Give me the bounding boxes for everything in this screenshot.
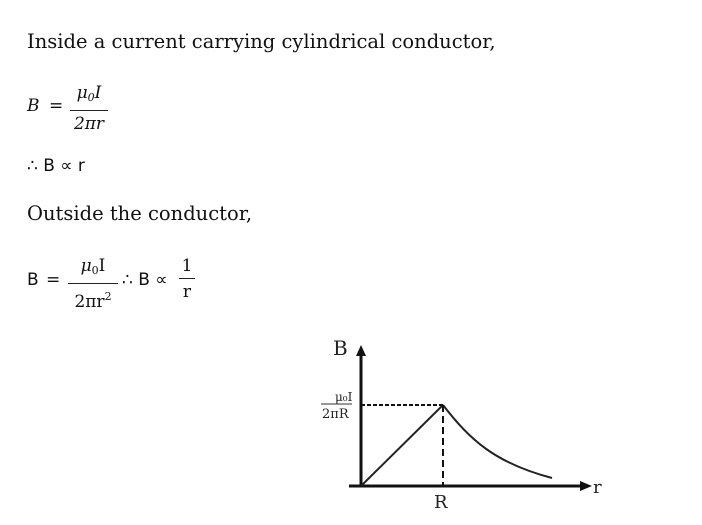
- max-field-tick-denominator: 2πR: [322, 407, 349, 422]
- eq3-equals: =: [46, 270, 61, 290]
- eq3-numerator: $\mu_0I$: [80, 256, 106, 277]
- eq1-lhs: B: [27, 96, 40, 116]
- eq2-proportional: ∴ B ∝ r: [27, 156, 85, 176]
- eq3-inverse-denominator: r: [182, 282, 192, 302]
- y-axis-label: B: [333, 336, 348, 360]
- eq3-lhs: B: [27, 270, 39, 290]
- eq1-numerator: $\mu_0I$: [76, 83, 102, 104]
- heading-outside: Outside the conductor,: [27, 202, 253, 225]
- eq3-denominator: $2\pi r^2$: [74, 290, 112, 312]
- x-axis-label: r: [593, 477, 602, 498]
- eq3-inverse-numerator: 1: [181, 256, 193, 276]
- radius-tick-label: R: [434, 492, 448, 513]
- eq3-therefore: ∴ B ∝: [122, 270, 168, 290]
- max-field-tick-numerator: μ₀I: [335, 390, 353, 404]
- eq1-equals: =: [49, 96, 64, 116]
- inside-linear-curve: [361, 405, 443, 486]
- y-axis-arrow-icon: [356, 345, 366, 356]
- heading-inside: Inside a current carrying cylindrical conductor,: [27, 30, 496, 53]
- x-axis-arrow-icon: [580, 481, 592, 491]
- eq1-denominator: 2πr: [73, 114, 105, 134]
- outside-decay-curve: [443, 405, 552, 478]
